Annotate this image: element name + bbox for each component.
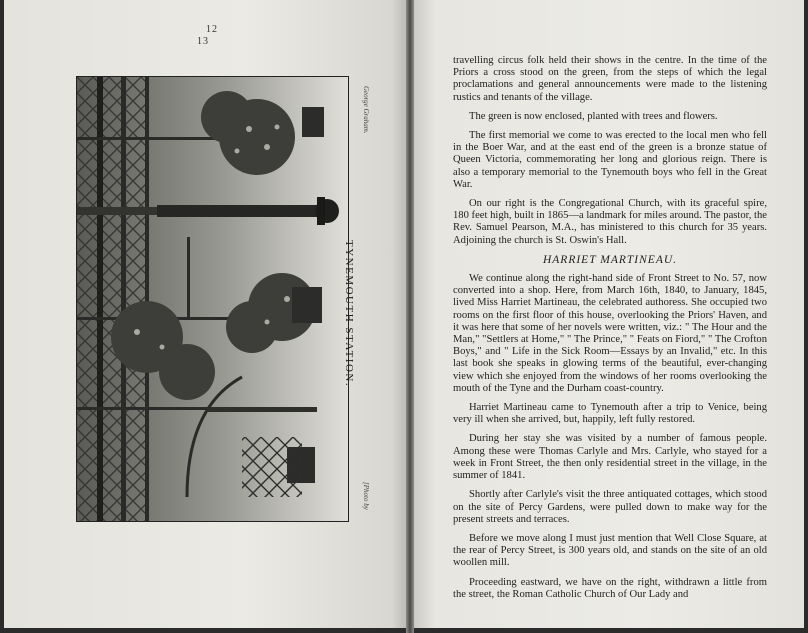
right-page-number: 13 (197, 36, 209, 47)
paragraph: During her stay she was visited by a number of famous people. Among these were Thomas Carlyle and Mrs. Carlyle, who stayed for a week in Front Street, the then only residential street in the village, in the summer of 1841. (453, 433, 767, 482)
left-page-number: 12 (206, 24, 218, 35)
paragraph: We continue along the right-hand side of Front Street to No. 57, now converted into a shop. Here, from March 16th, 1840, to January, 1845, lived Miss Harriet Martineau, the celebrated authoress. She occupied two rooms on the first floor of this house, overlooking the Priors' Haven, and it was here that some of her novels were written, viz.: " The Hour and the Man," "Settlers at Home," " The Prince," " Feats on Fiord," " The Crofton Boys," and " Life in the Sick Room—Essays by an Invalid," etc. In this last book she speaks in glowing terms of the beautiful, ever-changing view which she enjoyed from the windows of her rooms overlooking the mouth of the Tyne and the Durham coast-country. (453, 273, 767, 394)
section-heading: HARRIET MARTINEAU. (542, 253, 678, 266)
paragraph: The first memorial we come to was erected to the local men who fell in the Boer War, and at the east end of the green is a bronze statue of Queen Victoria, commemorating her long and glorious reign. There is also a temporary memorial to the Tynemouth boys who fell in the Great War. (453, 130, 767, 190)
paragraph: The green is now enclosed, planted with trees and flowers. (469, 110, 718, 122)
book-gutter (406, 0, 414, 633)
photo-caption: TYNEMOUTH STATION. (343, 240, 355, 388)
paragraph: Before we move along I must just mention that Well Close Square, at the rear of Percy Street, is 300 years old, and stands on the site of an old woollen mill. (453, 532, 767, 569)
paragraph: travelling circus folk held their shows in the centre. In the time of the Priors a cross stood on the green, from the steps of which the legal proclamations and general announcements were made to the listening rustics and tenants of the village. (453, 55, 767, 103)
photo-credit-name: George Graham. (362, 86, 370, 134)
paragraph: Proceeding eastward, we have on the right, withdrawn a little from the street, the Roman Catholic Church of Our Lady and (453, 576, 767, 600)
paragraph: Harriet Martineau came to Tynemouth after a trip to Venice, being very ill when she arrived, but, happily, left fully restored. (453, 402, 767, 426)
paragraph: On our right is the Congregational Church, with its graceful spire, 180 feet high, built in 1865—a landmark for miles around. The pastor, the Rev. Samuel Pearson, M.A., has ministered to this church for 35 years. Adjoining the church is St. Oswin's Hall. (453, 198, 767, 246)
photo-credit-prefix: [Photo by (362, 482, 370, 510)
station-photograph (76, 76, 349, 522)
paragraph: Shortly after Carlyle's visit the three antiquated cottages, which stood on the site of Percy Gardens, were pulled down to make way for the present streets and terraces. (453, 489, 767, 525)
right-page-text (453, 55, 767, 608)
